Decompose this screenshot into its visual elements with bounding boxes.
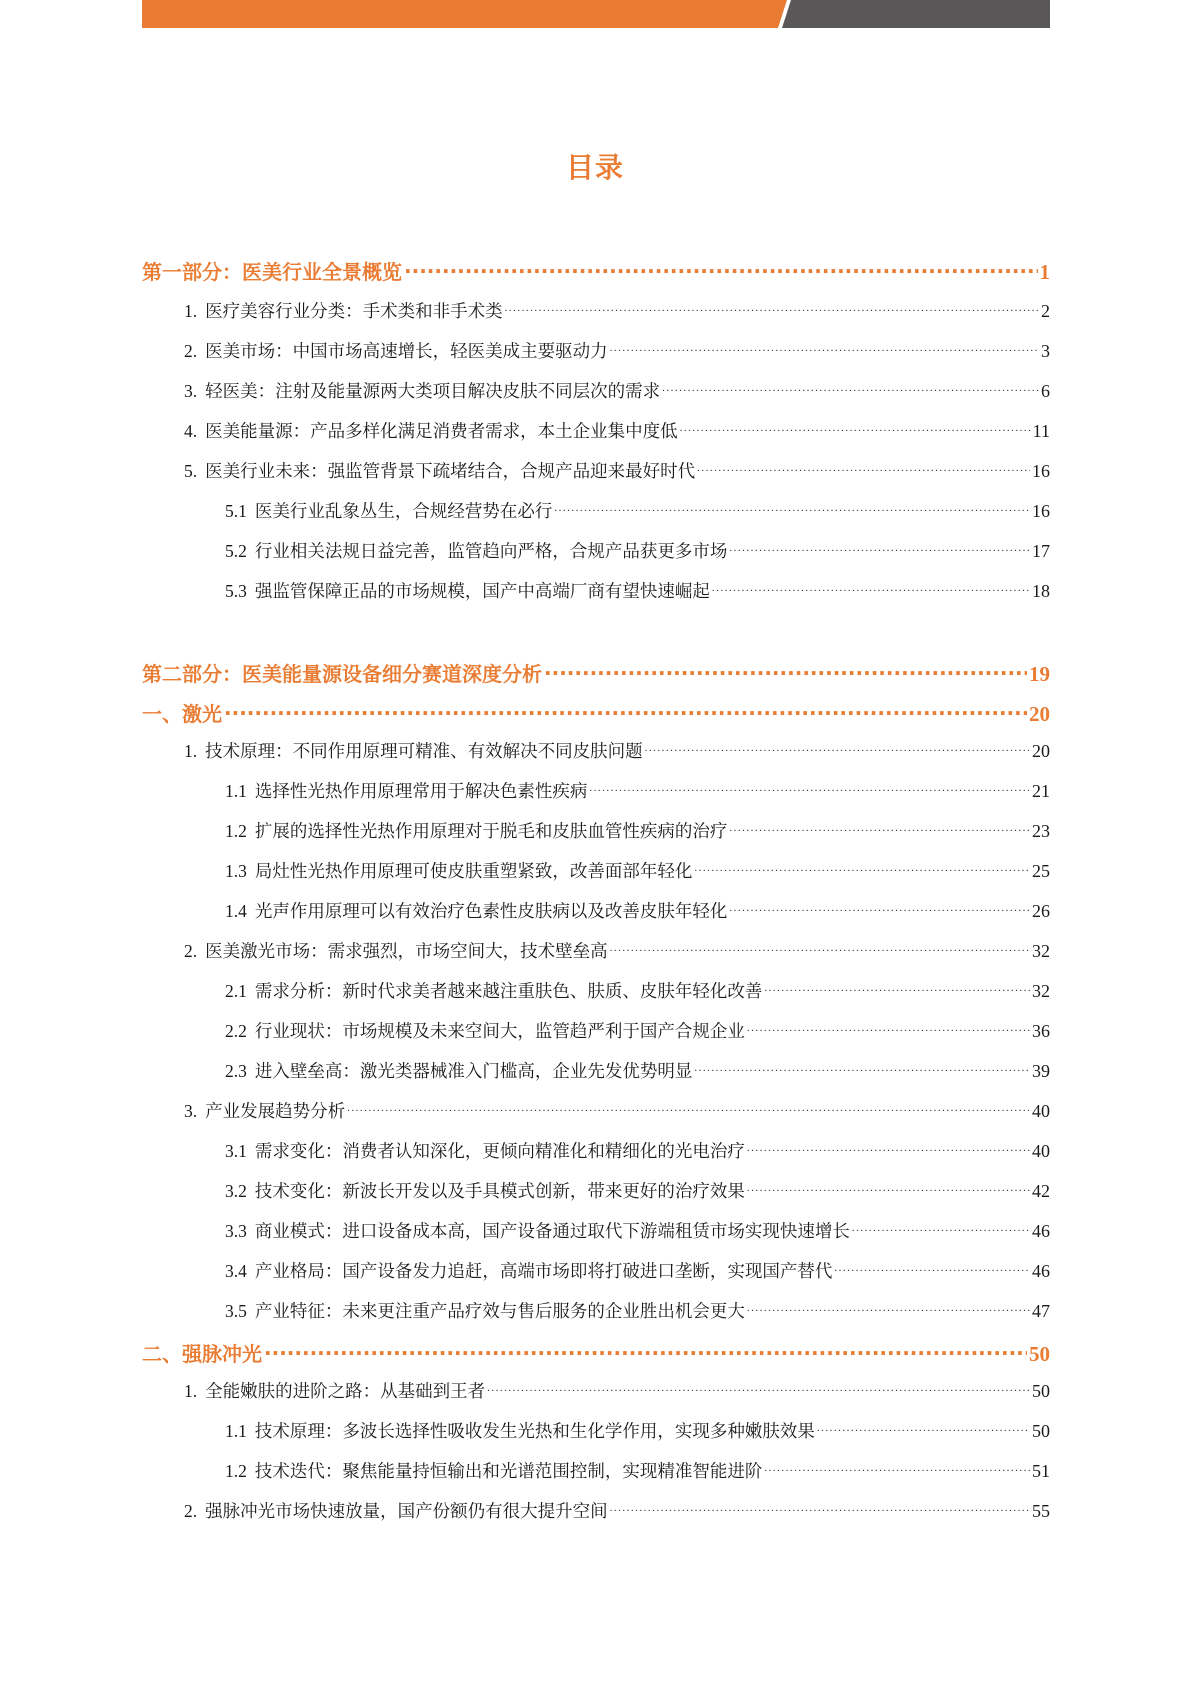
dot-leader (589, 780, 1030, 798)
dot-leader (697, 460, 1030, 478)
toc-subentry[interactable] (142, 1258, 1050, 1283)
dot-leader (852, 1220, 1030, 1238)
toc-subentry[interactable] (142, 858, 1050, 883)
toc-entry-label (225, 538, 729, 563)
toc-entry-label (184, 938, 610, 963)
toc-entry[interactable] (142, 1498, 1050, 1523)
toc-entry-text: 光声作用原理可以有效治疗色素性皮肤病以及改善皮肤年轻化 (254, 901, 728, 921)
dot-leader (544, 661, 1027, 681)
toc-entry-label (184, 418, 680, 443)
dot-leader (610, 340, 1039, 358)
toc-entry-number: 3.1 (225, 1141, 247, 1161)
toc-entry-label (184, 1498, 610, 1523)
toc-subentry[interactable] (142, 1218, 1050, 1243)
toc-subentry[interactable] (142, 1018, 1050, 1043)
toc-entry-text: 需求变化：消费者认知深化，更倾向精准化和精细化的光电治疗 (254, 1141, 745, 1161)
toc-page-number: 25 (1032, 861, 1050, 881)
toc-entry-label (225, 898, 729, 923)
toc-entry-text: 产业特征：未来更注重产品疗效与售后服务的企业胜出机会更大 (254, 1301, 745, 1321)
toc-entry[interactable] (142, 338, 1050, 363)
dot-leader (505, 300, 1039, 318)
toc-entry-label (142, 658, 544, 687)
toc-page-number: 3 (1041, 341, 1050, 361)
header-banner (142, 0, 1050, 28)
toc-entry-number: 2. (184, 341, 198, 361)
toc-page-number: 16 (1032, 501, 1050, 521)
toc-subentry[interactable] (142, 1418, 1050, 1443)
toc-entry-number: 5.3 (225, 581, 247, 601)
toc-page-number: 32 (1032, 981, 1050, 1001)
toc-page-number: 6 (1041, 381, 1050, 401)
toc-entry-number: 4. (184, 421, 198, 441)
toc-entry-number: 5. (184, 461, 198, 481)
toc-page-number: 50 (1029, 1342, 1050, 1366)
toc-page-number: 16 (1032, 461, 1050, 481)
header-orange-band (142, 0, 787, 28)
dot-leader (747, 1300, 1030, 1318)
toc-page-number: 18 (1032, 581, 1050, 601)
toc-entry[interactable] (142, 378, 1050, 403)
toc-page-number: 20 (1032, 741, 1050, 761)
dot-leader (487, 1380, 1030, 1398)
toc-subentry[interactable] (142, 498, 1050, 523)
toc-entry-number: 3. (184, 1101, 198, 1121)
dot-leader (764, 980, 1030, 998)
toc-page-number: 21 (1032, 781, 1050, 801)
toc-entry-text: 商业模式：进口设备成本高，国产设备通过取代下游端租赁市场实现快速增长 (254, 1221, 850, 1241)
toc-subentry[interactable] (142, 1138, 1050, 1163)
dot-leader (764, 1460, 1030, 1478)
toc-entry-label (225, 1178, 747, 1203)
toc-entry-label (225, 978, 764, 1003)
toc-entry-number: 5.2 (225, 541, 247, 561)
toc-entry[interactable] (142, 738, 1050, 763)
toc-entry-number: 2. (184, 1501, 198, 1521)
header-gray-band (782, 0, 1050, 28)
toc-entry-text: 强脉冲光市场快速放量，国产份额仍有很大提升空间 (205, 1501, 608, 1521)
toc-page-number: 2 (1041, 301, 1050, 321)
toc-entry-label (225, 1298, 747, 1323)
toc-entry-label (225, 1258, 834, 1283)
toc-page-number: 51 (1032, 1461, 1050, 1481)
toc-subentry[interactable] (142, 898, 1050, 923)
toc-entry-text: 技术变化：新波长开发以及手具模式创新，带来更好的治疗效果 (254, 1181, 745, 1201)
toc-page-number: 26 (1032, 901, 1050, 921)
toc-entry-label (225, 1138, 747, 1163)
dot-leader (817, 1420, 1030, 1438)
toc-entry-text: 医疗美容行业分类：手术类和非手术类 (205, 301, 503, 321)
toc-entry-number: 3.2 (225, 1181, 247, 1201)
toc-part-heading[interactable] (142, 658, 1050, 687)
toc-page-number: 36 (1032, 1021, 1050, 1041)
toc-entry-label (225, 578, 712, 603)
toc-entry[interactable] (142, 1098, 1050, 1123)
toc-entry-text: 行业现状：市场规模及未来空间大，监管趋严利于国产合规企业 (254, 1021, 745, 1041)
dot-leader (404, 259, 1038, 279)
toc-entry-text: 行业相关法规日益完善，监管趋向严格，合规产品获更多市场 (254, 541, 728, 561)
toc-page-number: 50 (1032, 1381, 1050, 1401)
toc-entry-number: 3.5 (225, 1301, 247, 1321)
toc-entry-text: 技术原理：不同作用原理可精准、有效解决不同皮肤问题 (205, 741, 643, 761)
dot-leader (747, 1180, 1030, 1198)
toc-entry-label (225, 1418, 817, 1443)
toc-entry[interactable] (142, 458, 1050, 483)
toc-entry-label (184, 298, 505, 323)
toc-subentry[interactable] (142, 578, 1050, 603)
toc-entry-text: 一、激光 (142, 702, 222, 726)
toc-page-number: 23 (1032, 821, 1050, 841)
toc-entry-number: 1.2 (225, 1461, 247, 1481)
toc-entry-number: 5.1 (225, 501, 247, 521)
toc-page-number: 32 (1032, 941, 1050, 961)
toc-subentry[interactable] (142, 1458, 1050, 1483)
toc-page-number: 19 (1029, 662, 1050, 686)
toc-entry-number: 2.2 (225, 1021, 247, 1041)
toc-entry-label (225, 1218, 852, 1243)
toc-subentry[interactable] (142, 978, 1050, 1003)
toc-entry-text: 医美行业乱象丛生，合规经营势在必行 (254, 501, 553, 521)
toc-entry-text: 全能嫩肤的进阶之路：从基础到王者 (205, 1381, 486, 1401)
dot-leader (747, 1140, 1030, 1158)
toc-page-number: 11 (1032, 421, 1050, 441)
toc-entry-number: 3. (184, 381, 198, 401)
dot-leader (610, 940, 1030, 958)
toc-subentry[interactable] (142, 538, 1050, 563)
toc-entry-number: 2.1 (225, 981, 247, 1001)
toc-entry-text: 产业格局：国产设备发力追赶，高端市场即将打破进口垄断，实现国产替代 (254, 1261, 833, 1281)
dot-leader (645, 740, 1030, 758)
toc-entry-number: 3.3 (225, 1221, 247, 1241)
toc-entry-label (184, 1378, 487, 1403)
toc-entry-text: 产业发展趋势分析 (205, 1101, 346, 1121)
toc-entry-text: 医美行业未来：强监管背景下疏堵结合，合规产品迎来最好时代 (205, 461, 696, 481)
toc-entry-label (225, 1458, 764, 1483)
toc-page-number: 17 (1032, 541, 1050, 561)
dot-leader (747, 1020, 1030, 1038)
toc-subentry[interactable] (142, 818, 1050, 843)
toc-page-number: 50 (1032, 1421, 1050, 1441)
dot-leader (680, 420, 1031, 438)
toc-entry[interactable] (142, 298, 1050, 323)
toc-entry-text: 医美能量源：产品多样化满足消费者需求，本土企业集中度低 (205, 421, 678, 441)
toc-entry-text: 技术原理：多波长选择性吸收发生光热和生化学作用，实现多种嫩肤效果 (254, 1421, 815, 1441)
toc-entry-text: 进入壁垒高：激光类器械准入门槛高，企业先发优势明显 (254, 1061, 693, 1081)
toc-subentry[interactable] (142, 1178, 1050, 1203)
toc-part-heading[interactable] (142, 256, 1050, 285)
toc-entry-label (225, 818, 729, 843)
toc-entry-label (225, 858, 694, 883)
toc-entry-number: 1.1 (225, 1421, 247, 1441)
toc-entry-number: 1.4 (225, 901, 247, 921)
dot-leader (610, 1500, 1030, 1518)
toc-page-number: 40 (1032, 1101, 1050, 1121)
dot-leader (712, 580, 1030, 598)
dot-leader (347, 1100, 1030, 1118)
toc-entry-number: 3.4 (225, 1261, 247, 1281)
toc-entry-number: 1.1 (225, 781, 247, 801)
toc-entry-label (142, 1338, 264, 1367)
toc-entry-text: 轻医美：注射及能量源两大类项目解决皮肤不同层次的需求 (205, 381, 661, 401)
toc-entry-text: 医美市场：中国市场高速增长，轻医美成主要驱动力 (205, 341, 608, 361)
toc-entry-label (184, 378, 662, 403)
toc-part-heading[interactable] (142, 1338, 1050, 1367)
toc-entry-label (225, 1058, 694, 1083)
toc-subentry[interactable] (142, 1058, 1050, 1083)
toc-entry-text: 技术迭代：聚焦能量持恒输出和光谱范围控制，实现精准智能进阶 (254, 1461, 763, 1481)
toc-page-number: 40 (1032, 1141, 1050, 1161)
toc-entry-number: 1. (184, 301, 198, 321)
dot-leader (729, 820, 1030, 838)
toc-entry[interactable] (142, 1378, 1050, 1403)
toc-page-number: 46 (1032, 1261, 1050, 1281)
toc-entry-number: 1.3 (225, 861, 247, 881)
dot-leader (694, 1060, 1030, 1078)
toc-entry-label (142, 256, 404, 285)
toc-page-number: 20 (1029, 702, 1050, 726)
toc-entry-label (142, 698, 224, 727)
toc-entry-text: 选择性光热作用原理常用于解决色素性疾病 (254, 781, 588, 801)
toc-entry-number: 1. (184, 741, 198, 761)
dot-leader (834, 1260, 1030, 1278)
toc-entry-label (184, 338, 610, 363)
dot-leader (694, 860, 1030, 878)
toc-entry[interactable] (142, 938, 1050, 963)
toc-subentry[interactable] (142, 778, 1050, 803)
toc-entry-label (184, 738, 645, 763)
dot-leader (729, 540, 1030, 558)
toc-part-heading[interactable] (142, 698, 1050, 727)
toc-page-number: 46 (1032, 1221, 1050, 1241)
dot-leader (264, 1341, 1027, 1361)
toc-page-number: 55 (1032, 1501, 1050, 1521)
toc-entry-text: 扩展的选择性光热作用原理对于脱毛和皮肤血管性疾病的治疗 (254, 821, 728, 841)
toc-entry-label (225, 498, 554, 523)
dot-leader (224, 701, 1027, 721)
toc-page-number: 42 (1032, 1181, 1050, 1201)
toc-page-number: 47 (1032, 1301, 1050, 1321)
toc-entry-label (184, 1098, 347, 1123)
toc-entry-text: 医美激光市场：需求强烈，市场空间大，技术壁垒高 (205, 941, 608, 961)
toc-entry-number: 1. (184, 1381, 198, 1401)
page-title: 目录 (565, 151, 624, 184)
toc-entry-text: 第二部分：医美能量源设备细分赛道深度分析 (142, 662, 542, 686)
toc-entry-label (184, 458, 697, 483)
toc-entry[interactable] (142, 418, 1050, 443)
toc-entry-text: 第一部分：医美行业全景概览 (142, 260, 402, 284)
dot-leader (554, 500, 1030, 518)
toc-entry-number: 1.2 (225, 821, 247, 841)
toc-entry-text: 二、强脉冲光 (142, 1342, 262, 1366)
toc-entry-text: 强监管保障正品的市场规模，国产中高端厂商有望快速崛起 (254, 581, 710, 601)
toc-subentry[interactable] (142, 1298, 1050, 1323)
toc-entry-number: 2.3 (225, 1061, 247, 1081)
toc-entry-text: 需求分析：新时代求美者越来越注重肤色、肤质、皮肤年轻化改善 (254, 981, 763, 1001)
toc-entry-text: 局灶性光热作用原理可使皮肤重塑紧致，改善面部年轻化 (254, 861, 693, 881)
toc-page-number: 1 (1039, 260, 1050, 284)
dot-leader (729, 900, 1030, 918)
toc-entry-number: 2. (184, 941, 198, 961)
toc-entry-label (225, 1018, 747, 1043)
dot-leader (662, 380, 1039, 398)
toc-page-number: 39 (1032, 1061, 1050, 1081)
toc-entry-label (225, 778, 589, 803)
